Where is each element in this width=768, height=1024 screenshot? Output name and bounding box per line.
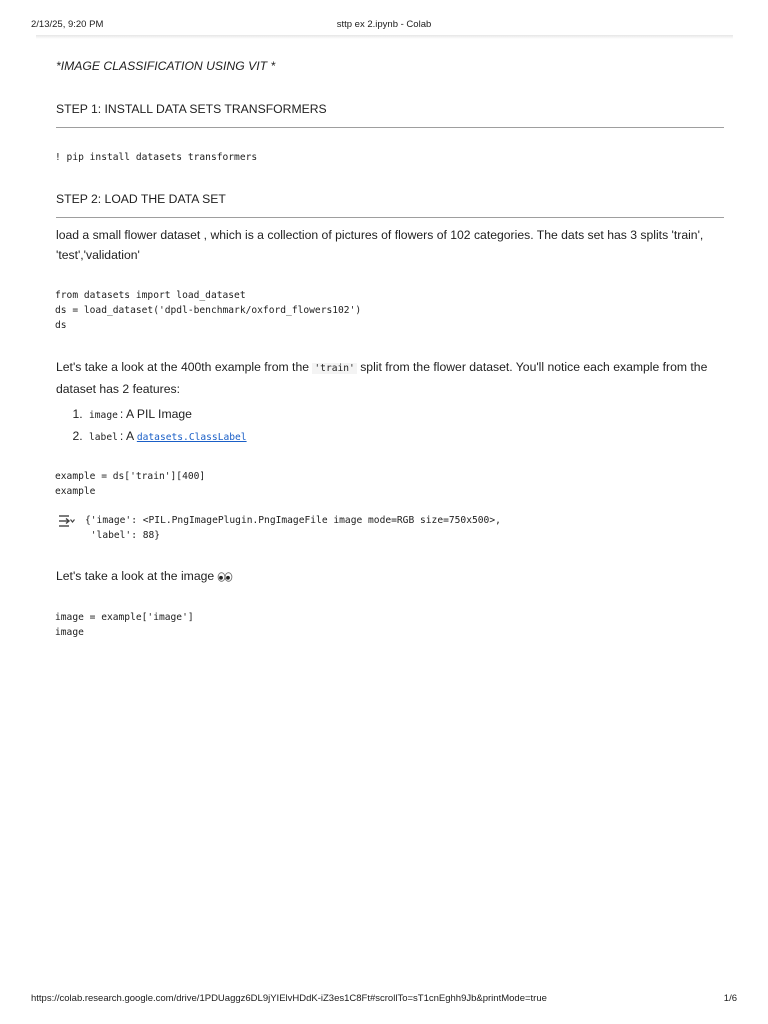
notebook-title: *IMAGE CLASSIFICATION USING VIT *	[56, 59, 276, 73]
feature-item-label	[86, 426, 686, 448]
print-title: sttp ex 2.ipynb - Colab	[336, 19, 432, 30]
feature-text: : A	[119, 429, 137, 443]
page-top-edge	[36, 35, 733, 39]
load-dataset-code-cell[interactable]: from datasets import load_dataset ds = load_dataset('dpdl-benchmark/oxford_flowers102') ds	[55, 290, 362, 331]
print-footer	[31, 993, 737, 1007]
image-code-cell[interactable]: image = example['image'] image	[55, 612, 194, 638]
example-intro	[56, 357, 724, 400]
feature-list	[56, 404, 686, 448]
feature-code: image	[89, 410, 118, 421]
classlabel-link[interactable]: datasets.ClassLabel	[136, 432, 247, 443]
print-datetime: 2/13/25, 9:20 PM	[31, 19, 104, 30]
eyes-icon	[217, 572, 233, 582]
example-intro-text-1: Let's take a look at the 400th example from the	[56, 360, 313, 374]
example-code-cell[interactable]: example = ds['train'][400] example	[55, 471, 206, 497]
feature-text: : A PIL Image	[119, 407, 192, 421]
image-intro-text: Let's take a look at the image	[56, 569, 215, 583]
page-number: 1/6	[723, 993, 737, 1004]
feature-code: label	[89, 432, 118, 443]
example-output: {'image': <PIL.PngImagePlugin.PngImageFile image mode=RGB size=750x500>, 'label': 88}	[85, 515, 501, 541]
step2-description: load a small flower dataset , which is a collection of pictures of flowers of 102 categories. The dats set has 3 splits 'train', 'test','validation'	[56, 228, 704, 262]
print-header	[31, 19, 737, 33]
step1-heading: STEP 1: INSTALL DATA SETS TRANSFORMERS	[56, 99, 724, 128]
step1-code-cell[interactable]: ! pip install datasets transformers	[55, 152, 258, 163]
train-inline-code: 'train'	[314, 363, 355, 374]
example-intro-text-2: split from the flower dataset. You'll notice each example from the dataset has 2 features:	[56, 360, 708, 396]
step2-heading: STEP 2: LOAD THE DATA SET	[56, 189, 724, 218]
feature-item-image	[86, 404, 686, 426]
print-url: https://colab.research.google.com/drive/1PDUaggz6DL9jYIElvHDdK-iZ3es1C8Ft#scrollTo=sT1cnEghh9Jb&printMode=true	[31, 993, 547, 1004]
output-arrow-icon[interactable]	[57, 514, 75, 528]
image-intro	[56, 566, 724, 586]
